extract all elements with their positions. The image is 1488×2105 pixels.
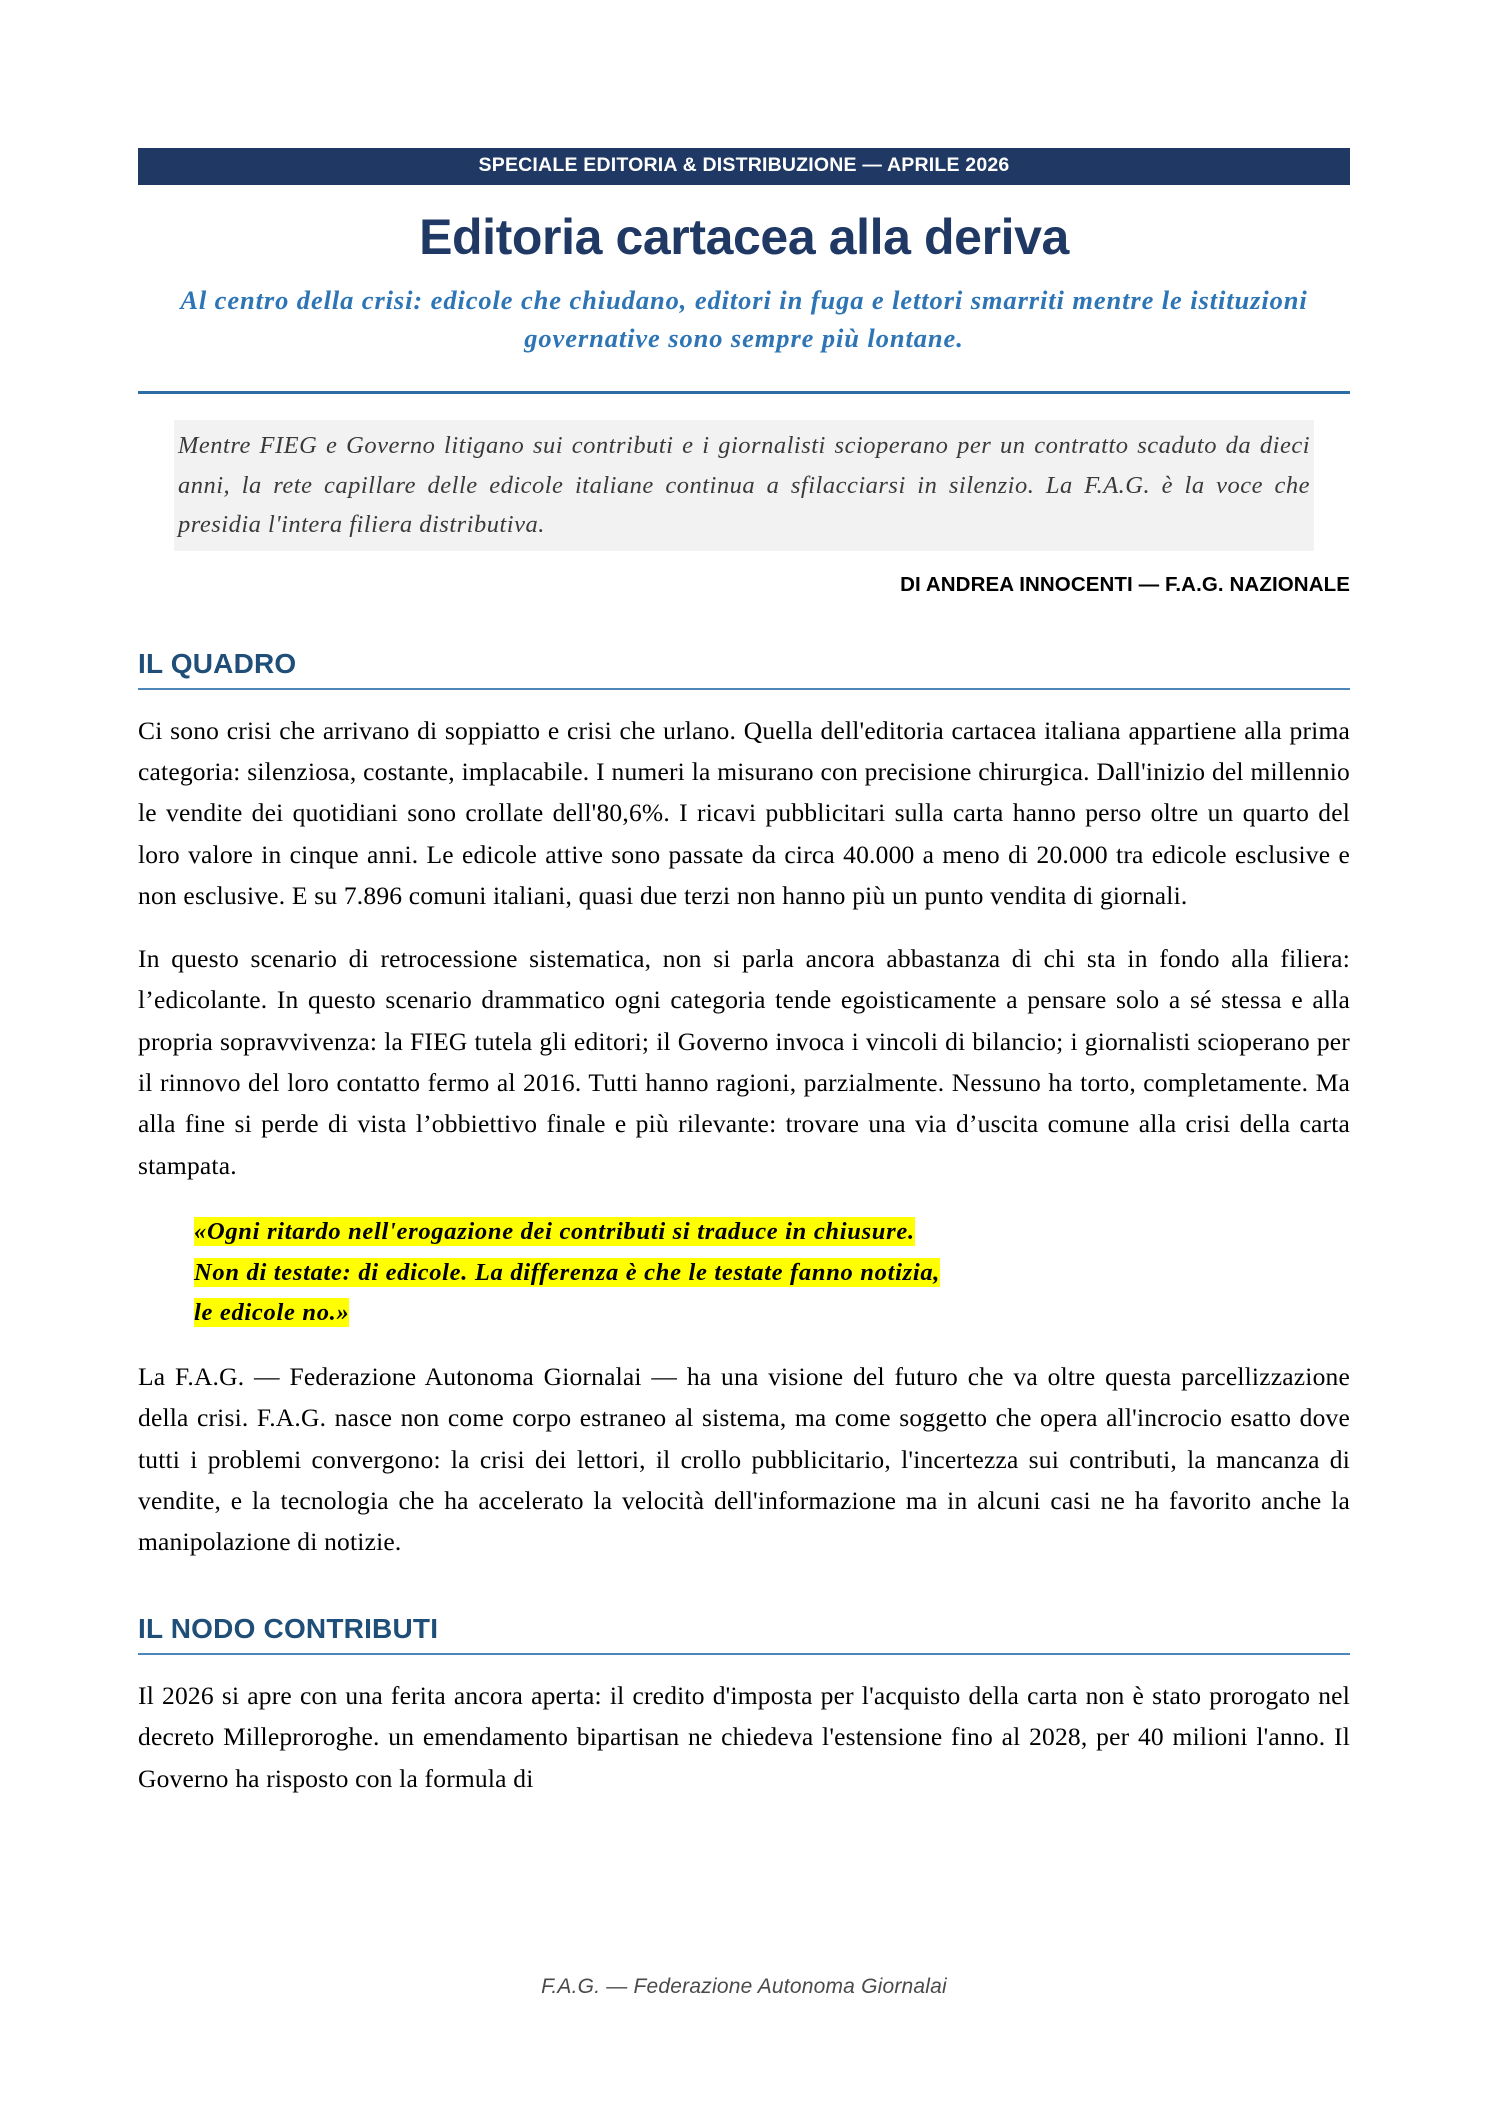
deck-divider [138,391,1350,394]
section-divider [138,688,1350,690]
pull-quote [194,1212,1284,1334]
paragraph: Ci sono crisi che arrivano di soppiatto e crisi che urlano. Quella dell'editoria cartacea italiana appartiene alla prima categoria: silenziosa, costante, implacabile. I numeri la misurano con precisione chirurgica. Dall'inizio del millennio le vendite dei quotidiani sono crollate dell'80,6%. I ricavi pubblicitari sulla carta hanno perso oltre un quarto del loro valore in cinque anni. Le edicole attive sono passate da circa 40.000 a meno di 20.000 tra edicole esclusive e non esclusive. E su 7.896 comuni italiani, quasi due terzi non hanno più un punto vendita di giornali. [138,715,1350,910]
standfirst-block: Mentre FIEG e Governo litigano sui contributi e i giornalisti scioperano per un contratto scaduto da dieci anni, la rete capillare delle edicole italiane continua a sfilacciarsi in silenzio. La F.A.G. è la voce che presidia l'intera filiera distributiva. [174,420,1314,551]
article-content [138,0,1350,1799]
pull-quote-line: Non di testate: di edicole. La differenza è che le testate fanno notizia, [194,1258,941,1286]
paragraph: Il 2026 si apre con una ferita ancora aperta: il credito d'imposta per l'acquisto della carta non è stato prorogato nel decreto Milleproroghe. un emendamento bipartisan ne chiedeva l'estensione fino al 2028, per 40 milioni l'anno. Il Governo ha risposto con la formula di [138,1681,1350,1793]
article-deck: Al centro della crisi: edicole che chiudano, editori in fuga e lettori smarriti mentre le istituzioni governative sono sempre più lontane. [180,284,1308,353]
section-il-quadro [138,649,1350,1563]
page-title: Editoria cartacea alla deriva [419,208,1069,265]
page-footer: F.A.G. — Federazione Autonoma Giornalai [541,1975,947,1998]
byline: DI ANDREA INNOCENTI — F.A.G. NAZIONALE [900,572,1350,596]
section-title: IL NODO CONTRIBUTI [138,1613,439,1645]
pull-quote-line: «Ogni ritardo nell'erogazione dei contributi si traduce in chiusure. [194,1217,915,1245]
paragraph: La F.A.G. — Federazione Autonoma Giornalai — ha una visione del futuro che va oltre questa parcellizzazione della crisi. F.A.G. nasce non come corpo estraneo al sistema, ma come soggetto che opera all'incrocio esatto dove tutti i problemi convergono: la crisi dei lettori, il crollo pubblicitario, l'incertezza sui contributi, la mancanza di vendite, e la tecnologia che ha accelerato la velocità dell'informazione ma in alcuni casi ne ha favorito anche la manipolazione di notizie. [138,1361,1350,1557]
pull-quote-line: le edicole no.» [194,1299,350,1327]
kicker-banner: SPECIALE EDITORIA & DISTRIBUZIONE — APRILE 2026 [138,148,1350,185]
paragraph: In questo scenario di retrocessione sistematica, non si parla ancora abbastanza di chi sta in fondo alla filiera: l’edicolante. In questo scenario drammatico ogni categoria tende egoisticamente a pensare solo a sé stessa e alla propria sopravvivenza: la FIEG tutela gli editori; il Governo invoca i vincoli di bilancio; i giornalisti scioperano per il rinnovo del loro contatto fermo al 2016. Tutti hanno ragioni, parzialmente. Nessuno ha torto, completamente. Ma alla fine si perde di vista l’obbiettivo finale e più rilevante: trovare una via d’uscita comune alla crisi della carta stampata. [138,944,1350,1180]
section-title: IL QUADRO [138,647,297,679]
section-divider [138,1653,1350,1655]
section-il-nodo-contributi [138,1614,1350,1799]
